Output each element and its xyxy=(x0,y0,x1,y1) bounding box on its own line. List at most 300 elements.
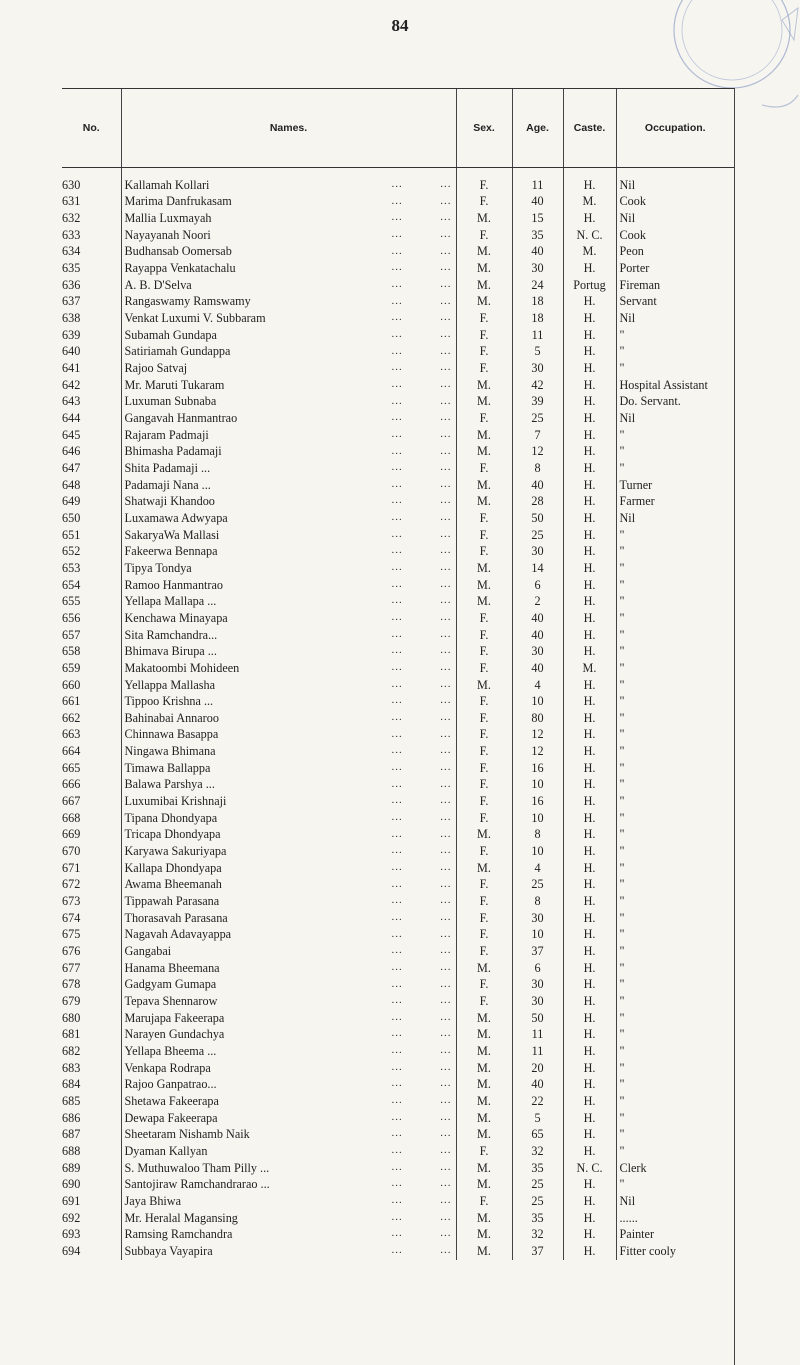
cell-name xyxy=(121,194,456,211)
cell-caste: H. xyxy=(563,1226,616,1243)
table-row xyxy=(62,710,734,727)
cell-occupation: " xyxy=(616,427,734,444)
name-text: Dewapa Fakeerapa xyxy=(124,1110,218,1125)
cell-caste: H. xyxy=(563,1193,616,1210)
cell-occupation: " xyxy=(616,777,734,794)
cell-caste: H. xyxy=(563,1110,616,1127)
cell-occupation: " xyxy=(616,460,734,477)
cell-no: 653 xyxy=(62,560,81,575)
cell-name xyxy=(121,1110,456,1127)
name-text: Shatwaji Khandoo xyxy=(124,494,215,509)
cell-no: 686 xyxy=(62,1110,81,1125)
cell-age: 40 xyxy=(512,1076,563,1093)
name-text: Marujapa Fakeerapa xyxy=(124,1010,225,1025)
cell-occupation: Fitter cooly xyxy=(616,1243,734,1260)
cell-caste: H. xyxy=(563,860,616,877)
cell-name xyxy=(121,1093,456,1110)
cell-occupation: " xyxy=(616,543,734,560)
cell-occupation: " xyxy=(616,910,734,927)
cell-sex: M. xyxy=(456,960,512,977)
cell-no: 657 xyxy=(62,627,81,642)
cell-caste: H. xyxy=(563,477,616,494)
cell-no: 670 xyxy=(62,844,81,859)
cell-age: 11 xyxy=(512,177,563,194)
cell-no: 634 xyxy=(62,244,81,259)
cell-caste: H. xyxy=(563,1026,616,1043)
cell-age: 40 xyxy=(512,244,563,261)
cell-no: 677 xyxy=(62,960,81,975)
cell-sex: F. xyxy=(456,877,512,894)
name-text: Jaya Bhiwa xyxy=(124,1193,182,1208)
cell-age: 30 xyxy=(512,993,563,1010)
table-row xyxy=(62,960,734,977)
name-text: Subbaya Vayapira xyxy=(124,1243,213,1258)
cell-occupation: " xyxy=(616,810,734,827)
cell-caste: H. xyxy=(563,1126,616,1143)
name-text: Rajoo Satvaj xyxy=(124,361,188,376)
cell-sex: M. xyxy=(456,444,512,461)
cell-no: 678 xyxy=(62,977,81,992)
cell-sex: F. xyxy=(456,410,512,427)
cell-age: 65 xyxy=(512,1126,563,1143)
cell-caste: H. xyxy=(563,1243,616,1260)
cell-caste: H. xyxy=(563,527,616,544)
cell-no: 694 xyxy=(62,1243,81,1258)
cell-caste: H. xyxy=(563,510,616,527)
table-row xyxy=(62,1210,734,1227)
cell-caste: H. xyxy=(563,960,616,977)
cell-no: 637 xyxy=(62,294,81,309)
cell-caste: H. xyxy=(563,610,616,627)
table-row xyxy=(62,1093,734,1110)
cell-name xyxy=(121,1193,456,1210)
cell-caste: H. xyxy=(563,593,616,610)
name-text: Mallia Luxmayah xyxy=(124,211,212,226)
table-row xyxy=(62,1060,734,1077)
cell-no: 683 xyxy=(62,1060,81,1075)
table-row xyxy=(62,1226,734,1243)
cell-occupation: " xyxy=(616,743,734,760)
cell-occupation: " xyxy=(616,1143,734,1160)
cell-occupation: " xyxy=(616,610,734,627)
cell-occupation: " xyxy=(616,1060,734,1077)
name-text: Balawa Parshya ... xyxy=(124,777,215,792)
cell-age: 16 xyxy=(512,793,563,810)
cell-occupation: Nil xyxy=(616,310,734,327)
cell-name xyxy=(121,227,456,244)
cell-age: 6 xyxy=(512,960,563,977)
cell-no: 675 xyxy=(62,927,81,942)
name-text: Timawa Ballappa xyxy=(124,760,211,775)
cell-age: 5 xyxy=(512,344,563,361)
cell-occupation: " xyxy=(616,860,734,877)
cell-age: 6 xyxy=(512,577,563,594)
header-age: Age. xyxy=(512,89,563,168)
cell-occupation: " xyxy=(616,927,734,944)
cell-name xyxy=(121,1060,456,1077)
cell-name xyxy=(121,710,456,727)
cell-age: 37 xyxy=(512,943,563,960)
cell-no: 644 xyxy=(62,411,81,426)
cell-sex: M. xyxy=(456,1010,512,1027)
cell-sex: M. xyxy=(456,377,512,394)
cell-no: 645 xyxy=(62,427,81,442)
cell-name xyxy=(121,610,456,627)
cell-no: 666 xyxy=(62,777,81,792)
cell-no: 661 xyxy=(62,694,81,709)
name-text: Dyaman Kallyan xyxy=(124,1143,208,1158)
table-row xyxy=(62,1126,734,1143)
cell-no: 652 xyxy=(62,544,81,559)
table-row xyxy=(62,793,734,810)
name-text: Nayayanah Noori xyxy=(124,227,211,242)
name-text: Tipya Tondya xyxy=(124,560,192,575)
cell-age: 25 xyxy=(512,410,563,427)
header-names: Names. xyxy=(121,89,456,168)
cell-sex: F. xyxy=(456,843,512,860)
cell-sex: F. xyxy=(456,194,512,211)
cell-no: 640 xyxy=(62,344,81,359)
cell-name xyxy=(121,1226,456,1243)
cell-occupation: Nil xyxy=(616,410,734,427)
cell-no: 633 xyxy=(62,227,81,242)
cell-occupation: " xyxy=(616,993,734,1010)
cell-caste: H. xyxy=(563,1093,616,1110)
name-text: Tipana Dhondyapa xyxy=(124,810,218,825)
cell-no: 630 xyxy=(62,177,81,192)
cell-caste: H. xyxy=(563,377,616,394)
name-text: Venkapa Rodrapa xyxy=(124,1060,211,1075)
cell-name xyxy=(121,260,456,277)
table-row xyxy=(62,1176,734,1193)
cell-age: 25 xyxy=(512,527,563,544)
cell-age: 30 xyxy=(512,260,563,277)
cell-sex: F. xyxy=(456,743,512,760)
cell-name xyxy=(121,727,456,744)
cell-occupation: " xyxy=(616,1176,734,1193)
cell-no: 680 xyxy=(62,1010,81,1025)
cell-age: 30 xyxy=(512,360,563,377)
cell-age: 28 xyxy=(512,493,563,510)
cell-no: 642 xyxy=(62,377,81,392)
cell-caste: H. xyxy=(563,1076,616,1093)
cell-occupation: " xyxy=(616,793,734,810)
cell-no: 693 xyxy=(62,1227,81,1242)
cell-age: 30 xyxy=(512,910,563,927)
cell-no: 643 xyxy=(62,394,81,409)
table-row xyxy=(62,743,734,760)
cell-occupation: Fireman xyxy=(616,277,734,294)
cell-sex: M. xyxy=(456,1110,512,1127)
cell-caste: H. xyxy=(563,793,616,810)
cell-age: 16 xyxy=(512,760,563,777)
cell-name xyxy=(121,560,456,577)
cell-name xyxy=(121,377,456,394)
cell-sex: M. xyxy=(456,1210,512,1227)
table-row xyxy=(62,643,734,660)
cell-occupation: " xyxy=(616,943,734,960)
cell-age: 10 xyxy=(512,927,563,944)
cell-name xyxy=(121,827,456,844)
cell-name xyxy=(121,177,456,194)
cell-caste: H. xyxy=(563,760,616,777)
table-row xyxy=(62,210,734,227)
cell-name xyxy=(121,510,456,527)
register-table xyxy=(62,88,734,1260)
table-row xyxy=(62,1076,734,1093)
cell-name xyxy=(121,927,456,944)
cell-caste: H. xyxy=(563,394,616,411)
cell-name xyxy=(121,277,456,294)
cell-name xyxy=(121,1043,456,1060)
name-text: Ningawa Bhimana xyxy=(124,744,216,759)
cell-caste: H. xyxy=(563,910,616,927)
name-text: Gangavah Hanmantrao xyxy=(124,411,238,426)
cell-sex: F. xyxy=(456,360,512,377)
cell-caste: H. xyxy=(563,693,616,710)
cell-name xyxy=(121,577,456,594)
cell-no: 692 xyxy=(62,1210,81,1225)
cell-occupation: " xyxy=(616,1010,734,1027)
cell-age: 10 xyxy=(512,810,563,827)
name-text: Bahinabai Annaroo xyxy=(124,710,219,725)
cell-occupation: Cook xyxy=(616,227,734,244)
cell-age: 5 xyxy=(512,1110,563,1127)
table-row xyxy=(62,344,734,361)
name-text: Mr. Heralal Magansing xyxy=(124,1210,238,1225)
cell-age: 8 xyxy=(512,893,563,910)
table-row xyxy=(62,843,734,860)
cell-occupation: " xyxy=(616,760,734,777)
header-sex: Sex. xyxy=(456,89,512,168)
name-text: Marima Danfrukasam xyxy=(124,194,232,209)
cell-age: 18 xyxy=(512,294,563,311)
name-text: Tricapa Dhondyapa xyxy=(124,827,221,842)
cell-sex: F. xyxy=(456,177,512,194)
cell-no: 685 xyxy=(62,1093,81,1108)
cell-name xyxy=(121,427,456,444)
cell-name xyxy=(121,394,456,411)
name-text: Sita Ramchandra... xyxy=(124,627,218,642)
cell-no: 636 xyxy=(62,277,81,292)
cell-occupation: Peon xyxy=(616,244,734,261)
table-row xyxy=(62,677,734,694)
page-number: 84 xyxy=(391,16,409,35)
cell-no: 662 xyxy=(62,710,81,725)
cell-name xyxy=(121,310,456,327)
cell-caste: H. xyxy=(563,710,616,727)
cell-name xyxy=(121,1143,456,1160)
name-text: Gangabai xyxy=(124,944,172,959)
name-text: Subamah Gundapa xyxy=(124,327,217,342)
name-text: Kallapa Dhondyapa xyxy=(124,860,222,875)
cell-age: 10 xyxy=(512,777,563,794)
cell-caste: M. xyxy=(563,244,616,261)
cell-age: 40 xyxy=(512,477,563,494)
cell-occupation: " xyxy=(616,1043,734,1060)
cell-caste: Portug xyxy=(563,277,616,294)
cell-sex: M. xyxy=(456,1160,512,1177)
table-row xyxy=(62,1043,734,1060)
cell-sex: M. xyxy=(456,1243,512,1260)
cell-name xyxy=(121,1176,456,1193)
cell-no: 687 xyxy=(62,1127,81,1142)
table-row xyxy=(62,310,734,327)
name-text: Rajaram Padmaji xyxy=(124,427,209,442)
table-row xyxy=(62,1160,734,1177)
cell-no: 691 xyxy=(62,1193,81,1208)
cell-age: 15 xyxy=(512,210,563,227)
table-row xyxy=(62,927,734,944)
cell-caste: H. xyxy=(563,294,616,311)
cell-occupation: " xyxy=(616,660,734,677)
name-text: Santojiraw Ramchandrarao ... xyxy=(124,1177,270,1192)
name-text: SakaryaWa Mallasi xyxy=(124,527,220,542)
name-text: Karyawa Sakuriyapa xyxy=(124,844,227,859)
cell-sex: M. xyxy=(456,260,512,277)
cell-caste: H. xyxy=(563,977,616,994)
cell-occupation: " xyxy=(616,1076,734,1093)
cell-sex: M. xyxy=(456,477,512,494)
cell-age: 35 xyxy=(512,1160,563,1177)
cell-sex: F. xyxy=(456,710,512,727)
cell-age: 11 xyxy=(512,327,563,344)
cell-occupation: " xyxy=(616,560,734,577)
cell-caste: H. xyxy=(563,810,616,827)
cell-sex: F. xyxy=(456,1143,512,1160)
cell-occupation: Nil xyxy=(616,510,734,527)
cell-sex: M. xyxy=(456,1226,512,1243)
cell-name xyxy=(121,543,456,560)
cell-caste: H. xyxy=(563,727,616,744)
cell-name xyxy=(121,977,456,994)
name-text: Shetawa Fakeerapa xyxy=(124,1093,219,1108)
cell-caste: M. xyxy=(563,660,616,677)
cell-name xyxy=(121,344,456,361)
cell-sex: M. xyxy=(456,1126,512,1143)
cell-caste: H. xyxy=(563,360,616,377)
cell-age: 30 xyxy=(512,977,563,994)
cell-caste: H. xyxy=(563,427,616,444)
cell-no: 639 xyxy=(62,327,81,342)
table-row xyxy=(62,977,734,994)
table-row xyxy=(62,1143,734,1160)
name-text: Venkat Luxumi V. Subbaram xyxy=(124,311,266,326)
cell-caste: H. xyxy=(563,627,616,644)
cell-caste: H. xyxy=(563,743,616,760)
cell-occupation: " xyxy=(616,727,734,744)
cell-caste: H. xyxy=(563,1060,616,1077)
cell-sex: F. xyxy=(456,693,512,710)
cell-sex: M. xyxy=(456,294,512,311)
cell-age: 25 xyxy=(512,877,563,894)
cell-sex: F. xyxy=(456,460,512,477)
cell-name xyxy=(121,660,456,677)
name-text: Kenchawa Minayapa xyxy=(124,610,228,625)
cell-name xyxy=(121,760,456,777)
name-text: Luxuman Subnaba xyxy=(124,394,217,409)
cell-no: 654 xyxy=(62,577,81,592)
name-text: Luxumibai Krishnaji xyxy=(124,794,227,809)
table-row xyxy=(62,177,734,194)
cell-age: 11 xyxy=(512,1026,563,1043)
cell-sex: F. xyxy=(456,727,512,744)
name-text: Kallamah Kollari xyxy=(124,177,210,192)
cell-sex: F. xyxy=(456,227,512,244)
cell-name xyxy=(121,793,456,810)
name-text: Tepava Shennarow xyxy=(124,993,218,1008)
name-text: Luxamawa Adwyapa xyxy=(124,510,228,525)
cell-sex: F. xyxy=(456,527,512,544)
name-text: Nagavah Adavayappa xyxy=(124,927,232,942)
cell-name xyxy=(121,210,456,227)
cell-sex: F. xyxy=(456,910,512,927)
cell-name xyxy=(121,693,456,710)
cell-name xyxy=(121,444,456,461)
cell-age: 11 xyxy=(512,1043,563,1060)
cell-name xyxy=(121,993,456,1010)
table-row xyxy=(62,493,734,510)
cell-name xyxy=(121,1026,456,1043)
table-row xyxy=(62,660,734,677)
cell-caste: H. xyxy=(563,310,616,327)
cell-caste: H. xyxy=(563,677,616,694)
cell-sex: M. xyxy=(456,860,512,877)
name-text: Ramsing Ramchandra xyxy=(124,1227,233,1242)
cell-occupation: Nil xyxy=(616,210,734,227)
name-text: A. B. D'Selva xyxy=(124,277,192,292)
cell-sex: F. xyxy=(456,610,512,627)
cell-occupation: " xyxy=(616,677,734,694)
name-text: Ramoo Hanmantrao xyxy=(124,577,223,592)
cell-occupation: " xyxy=(616,710,734,727)
cell-occupation: Hospital Assistant xyxy=(616,377,734,394)
cell-occupation: " xyxy=(616,627,734,644)
table-right-rule xyxy=(734,88,735,1365)
cell-no: 688 xyxy=(62,1143,81,1158)
cell-sex: F. xyxy=(456,543,512,560)
cell-no: 689 xyxy=(62,1160,81,1175)
cell-no: 671 xyxy=(62,860,81,875)
table-row xyxy=(62,460,734,477)
cell-name xyxy=(121,877,456,894)
cell-name xyxy=(121,294,456,311)
cell-caste: H. xyxy=(563,577,616,594)
cell-no: 664 xyxy=(62,744,81,759)
name-text: Budhansab Oomersab xyxy=(124,244,232,259)
name-text: Tippawah Parasana xyxy=(124,894,220,909)
cell-age: 80 xyxy=(512,710,563,727)
cell-name xyxy=(121,777,456,794)
cell-no: 656 xyxy=(62,610,81,625)
cell-sex: F. xyxy=(456,344,512,361)
cell-sex: F. xyxy=(456,893,512,910)
header-occupation: Occupation. xyxy=(616,89,734,168)
cell-no: 632 xyxy=(62,211,81,226)
cell-caste: H. xyxy=(563,327,616,344)
cell-occupation: " xyxy=(616,1126,734,1143)
cell-no: 682 xyxy=(62,1043,81,1058)
cell-name xyxy=(121,477,456,494)
cell-caste: H. xyxy=(563,1143,616,1160)
cell-sex: F. xyxy=(456,760,512,777)
cell-sex: M. xyxy=(456,1043,512,1060)
cell-age: 50 xyxy=(512,1010,563,1027)
header-no: No. xyxy=(62,89,121,168)
table-row xyxy=(62,627,734,644)
cell-age: 40 xyxy=(512,610,563,627)
cell-age: 18 xyxy=(512,310,563,327)
